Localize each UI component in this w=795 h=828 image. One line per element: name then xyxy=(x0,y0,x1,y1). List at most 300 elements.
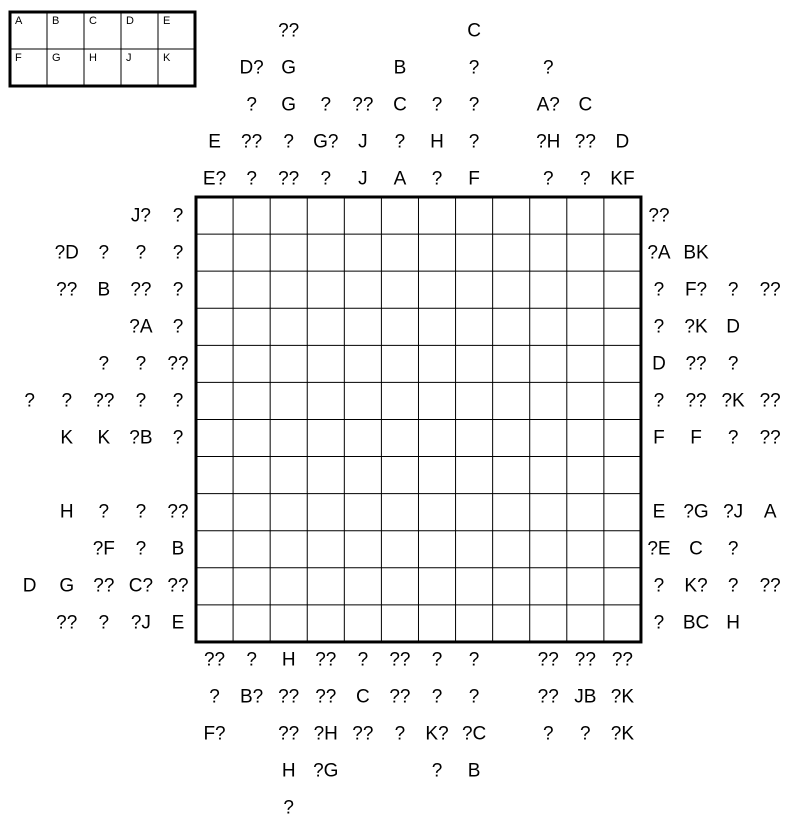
clue-label: G xyxy=(281,94,297,116)
clue-label: ?? xyxy=(315,649,337,671)
grid-cell[interactable] xyxy=(381,234,418,271)
grid-cell[interactable] xyxy=(196,568,233,605)
grid-cell[interactable] xyxy=(493,234,530,271)
clue-label: H xyxy=(281,760,296,782)
clue-label: ? xyxy=(320,168,332,190)
clue-label: ? xyxy=(394,131,406,153)
clue-label: ?? xyxy=(167,501,189,523)
grid-cell[interactable] xyxy=(196,457,233,494)
clue-label: ?? xyxy=(685,390,707,412)
grid-cell[interactable] xyxy=(233,345,270,382)
clue-label: ? xyxy=(468,686,480,708)
grid-cell[interactable] xyxy=(270,271,307,308)
clue-label: ?? xyxy=(759,575,781,597)
grid-cell[interactable] xyxy=(567,494,604,531)
grid-cell[interactable] xyxy=(233,568,270,605)
clue-label: ?? xyxy=(352,94,374,116)
clue-label: ? xyxy=(431,168,443,190)
clue-label: ? xyxy=(172,242,184,264)
grid-cell[interactable] xyxy=(233,605,270,642)
clue-label: ?A xyxy=(647,242,671,264)
clue-label: ? xyxy=(135,538,147,560)
grid-cell[interactable] xyxy=(270,494,307,531)
grid-cell[interactable] xyxy=(604,419,641,456)
grid-cell[interactable] xyxy=(418,605,455,642)
clue-label: ? xyxy=(98,353,110,375)
grid-cell[interactable] xyxy=(604,494,641,531)
clue-label: ? xyxy=(357,649,369,671)
grid-cell[interactable] xyxy=(233,419,270,456)
clue-label: ?? xyxy=(685,353,707,375)
grid-cell[interactable] xyxy=(196,382,233,419)
grid-cell[interactable] xyxy=(307,457,344,494)
grid-cell[interactable] xyxy=(418,271,455,308)
clue-label: ? xyxy=(98,501,110,523)
clue-label: ? xyxy=(653,279,665,301)
clue-label: ? xyxy=(431,686,443,708)
grid-cell[interactable] xyxy=(456,271,493,308)
grid-cell[interactable] xyxy=(270,308,307,345)
clue-label: ?B xyxy=(129,427,153,449)
clue-label: G xyxy=(59,575,75,597)
grid-cell[interactable] xyxy=(456,531,493,568)
clue-label: K xyxy=(60,427,74,449)
grid-cell[interactable] xyxy=(418,568,455,605)
clue-label: ? xyxy=(283,131,294,153)
grid-cell[interactable] xyxy=(307,605,344,642)
clue-label: ?? xyxy=(278,168,300,190)
clue-label: ? xyxy=(172,316,184,338)
grid-cell[interactable] xyxy=(530,345,567,382)
grid-cell[interactable] xyxy=(344,197,381,234)
clue-label: ? xyxy=(468,131,480,153)
clue-label: ?? xyxy=(278,723,300,745)
clue-label: ?? xyxy=(241,131,263,153)
grid-cell[interactable] xyxy=(270,419,307,456)
clue-label: ? xyxy=(135,390,147,412)
grid-cell[interactable] xyxy=(567,531,604,568)
grid-cell[interactable] xyxy=(270,531,307,568)
clue-label: ? xyxy=(246,168,257,190)
clue-label: ? xyxy=(135,242,147,264)
clue-label: ? xyxy=(283,797,294,819)
grid-cell[interactable] xyxy=(307,568,344,605)
grid-cell[interactable] xyxy=(567,605,604,642)
grid-cell[interactable] xyxy=(567,234,604,271)
clue-label: ? xyxy=(542,168,554,190)
clue-label: ? xyxy=(431,649,443,671)
clue-label: KF xyxy=(610,168,635,190)
clue-label: A xyxy=(393,168,407,190)
clue-label: ?G xyxy=(313,760,339,782)
clue-label: ? xyxy=(172,427,184,449)
letter-key-cell: K xyxy=(163,52,171,64)
clue-label: ?? xyxy=(93,390,115,412)
clue-label: G xyxy=(281,57,297,79)
clue-label: D xyxy=(22,575,37,597)
letter-key-cell: G xyxy=(52,52,61,64)
clue-label: F xyxy=(468,168,480,190)
grid-cell[interactable] xyxy=(456,382,493,419)
grid-cell[interactable] xyxy=(233,382,270,419)
grid-cell[interactable] xyxy=(567,345,604,382)
grid-cell[interactable] xyxy=(456,197,493,234)
grid-cell[interactable] xyxy=(196,234,233,271)
grid-cell[interactable] xyxy=(270,197,307,234)
grid-cell[interactable] xyxy=(196,308,233,345)
grid-cell[interactable] xyxy=(456,234,493,271)
grid-cell[interactable] xyxy=(567,457,604,494)
letter-key-cell: C xyxy=(89,15,97,27)
grid-cell[interactable] xyxy=(381,531,418,568)
clue-label: C xyxy=(355,686,370,708)
grid-cell[interactable] xyxy=(604,234,641,271)
grid-cell[interactable] xyxy=(530,271,567,308)
grid-cell[interactable] xyxy=(307,494,344,531)
clue-label: ?? xyxy=(648,205,670,227)
clue-label: ?? xyxy=(56,279,78,301)
clue-label: ? xyxy=(468,649,480,671)
clue-label: F? xyxy=(684,279,708,301)
clue-label: ?C xyxy=(461,723,487,745)
grid-cell[interactable] xyxy=(381,457,418,494)
clue-label: ? xyxy=(653,316,665,338)
grid-cell[interactable] xyxy=(493,382,530,419)
grid-cell[interactable] xyxy=(530,419,567,456)
grid-cell[interactable] xyxy=(530,234,567,271)
grid-cell[interactable] xyxy=(196,197,233,234)
grid-cell[interactable] xyxy=(530,531,567,568)
grid-cell[interactable] xyxy=(493,271,530,308)
clue-label: E? xyxy=(202,168,227,190)
grid-cell[interactable] xyxy=(196,494,233,531)
clue-label: ?? xyxy=(759,427,781,449)
clue-label: C xyxy=(578,94,593,116)
grid-cell[interactable] xyxy=(270,457,307,494)
clue-label: B xyxy=(97,279,111,301)
grid-cell[interactable] xyxy=(456,308,493,345)
clue-label: ?F xyxy=(92,538,115,560)
clue-label: ? xyxy=(431,760,443,782)
clue-label: ? xyxy=(172,390,184,412)
clue-label: BK xyxy=(683,242,709,264)
grid-cell[interactable] xyxy=(196,345,233,382)
clue-label: ?? xyxy=(611,649,633,671)
clue-label: ?J xyxy=(723,501,744,523)
clue-label: D xyxy=(615,131,630,153)
clue-label: F xyxy=(690,427,702,449)
grid-cell[interactable] xyxy=(233,457,270,494)
clue-label: ?G xyxy=(683,501,709,523)
grid-cell[interactable] xyxy=(381,308,418,345)
clue-label: ? xyxy=(172,279,184,301)
clue-label: ? xyxy=(468,57,480,79)
clue-label: ?? xyxy=(537,686,559,708)
clue-label: ?? xyxy=(315,686,337,708)
grid-cell[interactable] xyxy=(307,419,344,456)
grid-cell[interactable] xyxy=(456,419,493,456)
grid-cell[interactable] xyxy=(604,568,641,605)
grid-cell[interactable] xyxy=(604,457,641,494)
grid-cell[interactable] xyxy=(196,531,233,568)
grid-cell[interactable] xyxy=(567,308,604,345)
clue-label: ? xyxy=(542,57,554,79)
clue-label: J? xyxy=(130,205,151,227)
clue-label: ?K xyxy=(610,723,635,745)
grid-cell[interactable] xyxy=(196,605,233,642)
grid-cell[interactable] xyxy=(604,197,641,234)
clue-label: G? xyxy=(313,131,339,153)
clue-label: ?? xyxy=(203,649,226,671)
grid-cell[interactable] xyxy=(344,382,381,419)
clue-label: B? xyxy=(239,686,264,708)
clue-label: E xyxy=(208,131,221,153)
grid-cell[interactable] xyxy=(270,234,307,271)
grid-cell[interactable] xyxy=(381,568,418,605)
grid-cell[interactable] xyxy=(233,234,270,271)
grid-cell[interactable] xyxy=(233,494,270,531)
grid-cell[interactable] xyxy=(270,568,307,605)
clue-label: ? xyxy=(431,94,443,116)
clue-label: F xyxy=(653,427,665,449)
grid-cell[interactable] xyxy=(307,271,344,308)
grid-cell[interactable] xyxy=(344,494,381,531)
grid-cell[interactable] xyxy=(567,568,604,605)
clue-label: K? xyxy=(425,723,449,745)
grid-cell[interactable] xyxy=(493,531,530,568)
grid-cell[interactable] xyxy=(233,271,270,308)
grid-cell[interactable] xyxy=(604,531,641,568)
clue-label: ? xyxy=(727,538,739,560)
clue-label: H xyxy=(281,649,296,671)
letter-key-cell: F xyxy=(15,52,22,64)
grid-cell[interactable] xyxy=(233,308,270,345)
grid-cell[interactable] xyxy=(381,494,418,531)
clue-label: ? xyxy=(98,612,110,634)
grid-cell[interactable] xyxy=(344,531,381,568)
clue-label: ? xyxy=(320,94,332,116)
grid-cell[interactable] xyxy=(604,308,641,345)
clue-label: ?? xyxy=(759,279,781,301)
clue-label: H xyxy=(726,612,740,634)
grid-cell[interactable] xyxy=(567,382,604,419)
grid-cell[interactable] xyxy=(307,234,344,271)
grid-cell[interactable] xyxy=(344,345,381,382)
clue-label: ?H xyxy=(313,723,338,745)
grid-cell[interactable] xyxy=(196,271,233,308)
clue-label: ?? xyxy=(574,131,596,153)
clue-label: J xyxy=(358,168,368,190)
clue-label: ?A xyxy=(129,316,153,338)
clue-label: ? xyxy=(727,427,739,449)
grid-cell[interactable] xyxy=(493,197,530,234)
clue-label: ? xyxy=(172,205,184,227)
clue-label: K xyxy=(97,427,111,449)
clue-label: ? xyxy=(653,575,665,597)
clue-label: ? xyxy=(653,612,665,634)
grid-cell[interactable] xyxy=(493,568,530,605)
clue-label: C xyxy=(689,538,703,560)
clue-label: J xyxy=(358,131,368,153)
grid-cell[interactable] xyxy=(530,494,567,531)
grid-cell[interactable] xyxy=(381,197,418,234)
grid-cell[interactable] xyxy=(530,457,567,494)
grid-cell[interactable] xyxy=(418,197,455,234)
grid-cell[interactable] xyxy=(418,308,455,345)
grid-cell[interactable] xyxy=(493,345,530,382)
grid-cell[interactable] xyxy=(344,419,381,456)
grid-cell[interactable] xyxy=(381,605,418,642)
clue-label: ? xyxy=(61,390,73,412)
clue-label: E xyxy=(171,612,185,634)
clue-label: ? xyxy=(246,649,257,671)
grid-cell[interactable] xyxy=(493,605,530,642)
grid-cell[interactable] xyxy=(344,605,381,642)
clue-label: H xyxy=(430,131,444,153)
grid-cell[interactable] xyxy=(418,457,455,494)
clue-label: ?? xyxy=(167,353,189,375)
grid-cell[interactable] xyxy=(233,531,270,568)
grid-cell[interactable] xyxy=(344,568,381,605)
clue-label: JB xyxy=(574,686,597,708)
grid-cell[interactable] xyxy=(307,308,344,345)
clue-label: C xyxy=(467,20,481,42)
letter-key-cell: H xyxy=(89,52,97,64)
clue-label: ?K xyxy=(610,686,635,708)
grid-cell[interactable] xyxy=(456,345,493,382)
clue-label: B xyxy=(171,538,185,560)
clue-label: ? xyxy=(542,723,554,745)
clue-label: D xyxy=(652,353,666,375)
grid-cell[interactable] xyxy=(196,419,233,456)
clue-label: ?? xyxy=(278,686,300,708)
letter-key-cell: A xyxy=(15,15,23,27)
clue-label: ? xyxy=(135,501,147,523)
grid-cell[interactable] xyxy=(530,308,567,345)
grid-cell[interactable] xyxy=(418,345,455,382)
grid-cell[interactable] xyxy=(270,382,307,419)
clue-label: ?J xyxy=(130,612,151,634)
clue-label: H xyxy=(59,501,74,523)
grid-cell[interactable] xyxy=(493,494,530,531)
clue-label: ? xyxy=(209,686,220,708)
grid-cell[interactable] xyxy=(456,457,493,494)
grid-cell[interactable] xyxy=(344,457,381,494)
grid-cell[interactable] xyxy=(381,345,418,382)
clue-label: ?K xyxy=(684,316,708,338)
clue-label: ?D xyxy=(54,242,79,264)
grid-cell[interactable] xyxy=(344,308,381,345)
clue-label: ? xyxy=(98,242,110,264)
clue-label: B xyxy=(393,57,407,79)
grid-cell[interactable] xyxy=(418,531,455,568)
clue-label: D? xyxy=(239,57,264,79)
grid-cell[interactable] xyxy=(493,419,530,456)
clue-label: ?K xyxy=(721,390,745,412)
grid-cell[interactable] xyxy=(530,568,567,605)
grid-cell[interactable] xyxy=(344,234,381,271)
grid-cell[interactable] xyxy=(233,197,270,234)
grid-cell[interactable] xyxy=(604,382,641,419)
clue-label: ? xyxy=(468,94,480,116)
clue-label: F? xyxy=(203,723,226,745)
grid-cell[interactable] xyxy=(418,419,455,456)
clue-label: ?? xyxy=(130,279,152,301)
grid-cell[interactable] xyxy=(456,605,493,642)
grid-cell[interactable] xyxy=(307,197,344,234)
grid-cell[interactable] xyxy=(604,345,641,382)
grid-cell[interactable] xyxy=(604,271,641,308)
clue-label: ?? xyxy=(574,649,596,671)
clue-label: ?? xyxy=(167,575,189,597)
clue-label: C? xyxy=(128,575,154,597)
clue-label: C xyxy=(393,94,407,116)
grid-cell[interactable] xyxy=(270,345,307,382)
grid-cell[interactable] xyxy=(307,531,344,568)
grid-cell[interactable] xyxy=(418,494,455,531)
grid-cell[interactable] xyxy=(270,605,307,642)
clue-label: ? xyxy=(580,168,591,190)
clue-label: ? xyxy=(24,390,35,412)
clue-label: BC xyxy=(682,612,710,634)
grid-cell[interactable] xyxy=(567,419,604,456)
clue-label: ? xyxy=(727,575,739,597)
grid-cell[interactable] xyxy=(530,605,567,642)
clue-label: E xyxy=(652,501,666,523)
clue-label: ?? xyxy=(389,686,411,708)
grid-cell[interactable] xyxy=(344,271,381,308)
clue-label: ? xyxy=(653,390,665,412)
grid-cell[interactable] xyxy=(456,568,493,605)
letter-key-cell: J xyxy=(126,52,132,64)
clue-label: ?? xyxy=(352,723,374,745)
grid-cell[interactable] xyxy=(493,308,530,345)
clue-label: K? xyxy=(684,575,708,597)
grid-cell[interactable] xyxy=(567,271,604,308)
clue-label: ?? xyxy=(537,649,559,671)
grid-cell[interactable] xyxy=(381,382,418,419)
grid-cell[interactable] xyxy=(307,382,344,419)
clue-label: ? xyxy=(394,723,406,745)
letter-key-cell: E xyxy=(163,15,171,27)
grid-cell[interactable] xyxy=(418,234,455,271)
grid-cell[interactable] xyxy=(530,382,567,419)
clue-label: ? xyxy=(135,353,147,375)
clue-label: ? xyxy=(246,94,257,116)
clue-label: A? xyxy=(536,94,560,116)
clue-label: B xyxy=(467,760,481,782)
clue-label: ?? xyxy=(278,20,300,42)
grid-cell[interactable] xyxy=(530,197,567,234)
clue-label: ?? xyxy=(93,575,115,597)
grid-cell[interactable] xyxy=(567,197,604,234)
clue-label: ? xyxy=(580,723,591,745)
clue-label: ?? xyxy=(56,612,78,634)
grid-cell[interactable] xyxy=(381,419,418,456)
grid-cell[interactable] xyxy=(418,382,455,419)
clue-label: A xyxy=(763,501,777,523)
grid-cell[interactable] xyxy=(381,271,418,308)
letter-key-cell: D xyxy=(126,15,134,27)
grid-cell[interactable] xyxy=(307,345,344,382)
clue-label: ? xyxy=(727,353,739,375)
clue-label: ?E xyxy=(647,538,671,560)
grid-cell[interactable] xyxy=(604,605,641,642)
grid-cell[interactable] xyxy=(493,457,530,494)
letter-key-cell: B xyxy=(52,15,60,27)
clue-label: ?? xyxy=(759,390,781,412)
grid-cell[interactable] xyxy=(456,494,493,531)
